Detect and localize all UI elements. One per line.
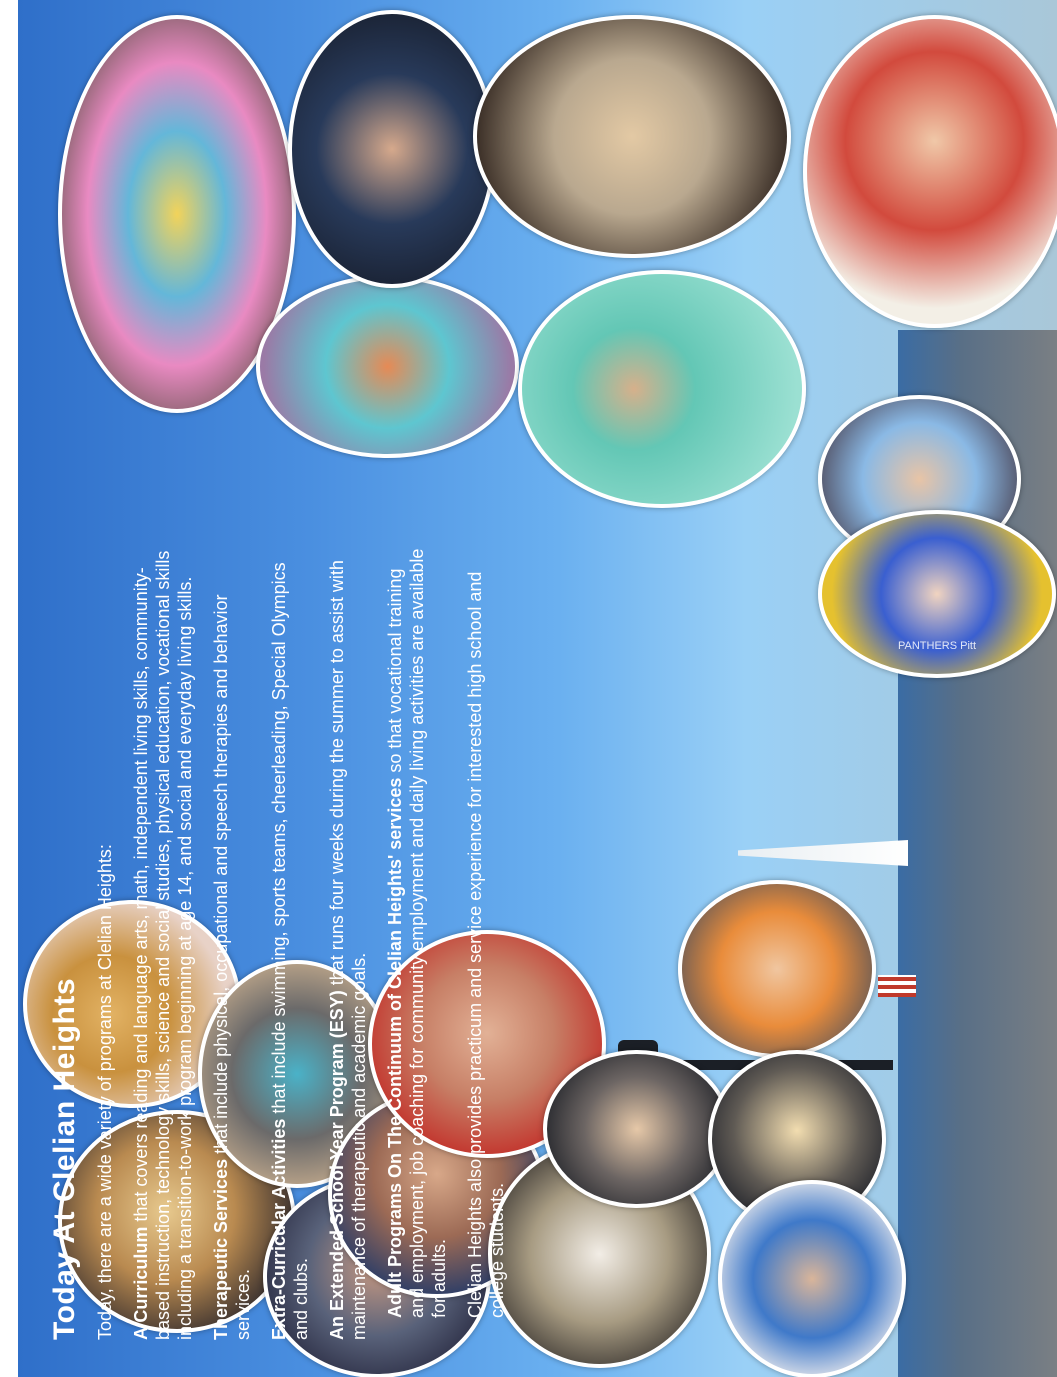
section-text: that include physical, occupational and speech therapies and behavior services. <box>211 594 253 1340</box>
section-adult-programs <box>384 540 450 1340</box>
photo-peace-sign-student <box>288 10 496 288</box>
section-esy <box>326 540 370 1340</box>
closing-text: Clelian Heights also provides practicum and service experience for interested high school and college students. <box>465 571 507 1318</box>
section-text: that include swimming, sports teams, cheerleading, Special Olympics and clubs. <box>269 562 311 1340</box>
section-lead: Adult Programs On The Continuum of Clelian Heights' services <box>385 777 405 1318</box>
section-lead: A Curriculum <box>131 1226 151 1340</box>
section-curriculum <box>130 540 196 1340</box>
photo-swimming <box>518 270 806 508</box>
section-lead: An Extended School Year Program (ESY) <box>327 990 347 1340</box>
section-therapeutic <box>210 540 254 1340</box>
photo-panthers-shirt <box>818 510 1056 678</box>
section-lead: Extra-Curricular Activities <box>269 1118 289 1340</box>
intro-text: Today, there are a wide variety of programs at Clelian Heights: <box>95 844 115 1340</box>
photo-tablet-headphones <box>473 15 791 258</box>
section-text: so that vocational training and employment, job coaching for community employment and daily living activities are available for adults. <box>385 548 449 1318</box>
section-text: that covers reading and language arts, math, independent living skills, community-based instruction, technology skills, science and social studies, physical education, vocational skills including a transition-to-work program beginning at age 14, and social and everyday living skills. <box>131 550 195 1340</box>
photo-costume-microphone <box>256 275 519 458</box>
page-title: Today At Clelian Heights <box>48 977 81 1340</box>
brochure-panel <box>18 0 1057 1377</box>
flag-image <box>878 975 916 997</box>
shirt-text: PANTHERS Pitt <box>897 639 977 652</box>
section-lead: Therapeutic Services <box>211 1158 231 1340</box>
section-text: that runs four weeks during the summer to assist with maintenance of therapeutic and academic goals. <box>327 560 369 1340</box>
text-column <box>48 480 808 1377</box>
photo-boy-tablet <box>803 15 1057 328</box>
section-extracurricular <box>268 540 312 1340</box>
